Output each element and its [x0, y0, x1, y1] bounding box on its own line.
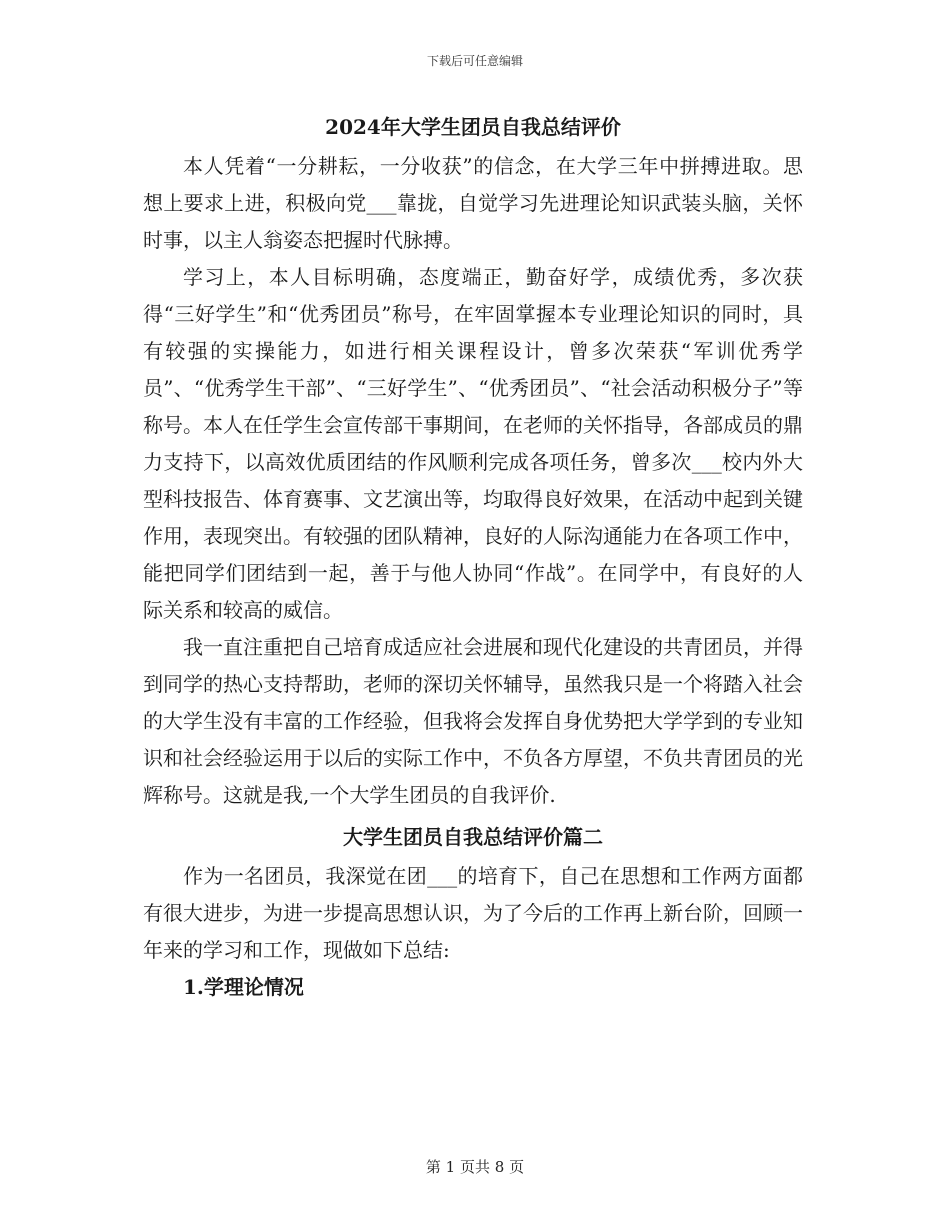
document-title: 2024年大学生团员自我总结评价 [325, 115, 621, 139]
paragraph: 我一直注重把自己培育成适应社会进展和现代化建设的共青团员，并得到同学的热心支持帮助，老师的深切关怀辅导，虽然我只是一个将踏入社会的大学生没有丰富的工作经验，但我将会发挥自身优势把大学学到的专业知识和社会经验运用于以后的实际工作中，不负各方厚望，不负共青团员的光辉称号。这就是我,一个大学生团员的自我评价. [143, 635, 803, 807]
paragraph: 本人凭着“一分耕耘，一分收获”的信念，在大学三年中拼搏进取。思想上要求上进，积极向党___靠拢，自觉学习先进理论知识武装头脑，关怀时事，以主人翁姿态把握时代脉搏。 [143, 154, 803, 252]
section-title: 大学生团员自我总结评价篇二 [343, 825, 603, 849]
page-number-footer: 第 1 页共 8 页 [425, 1158, 525, 1176]
paragraph: 作为一名团员，我深觉在团___的培育下，自己在思想和工作两方面都有很大进步，为进一步提高思想认识，为了今后的工作再上新台阶，回顾一年来的学习和工作，现做如下总结: [143, 864, 803, 962]
paragraph: 学习上，本人目标明确，态度端正，勤奋好学，成绩优秀，多次获得“三好学生”和“优秀团员”称号，在牢固掌握本专业理论知识的同时，具有较强的实操能力，如进行相关课程设计，曾多次荣获“军训优秀学员”、“优秀学生干部”、“三好学生”、“优秀团员”、“社会活动积极分子”等称号。本人在任学生会宣传部干事期间，在老师的关怀指导，各部成员的鼎力支持下，以高效优质团结的作风顺利完成各项任务，曾多次___校内外大型科技报告、体育赛事、文艺演出等，均取得良好效果，在活动中起到关键作用，表现突出。有较强的团队精神，良好的人际沟通能力在各项工作中，能把同学们团结到一起，善于与他人协同“作战”。在同学中，有良好的人际关系和较高的威信。 [143, 265, 803, 622]
subheading: 1.学理论情况 [183, 975, 304, 999]
header-note: 下载后可任意编辑 [426, 54, 523, 68]
document-body [143, 112, 803, 1006]
